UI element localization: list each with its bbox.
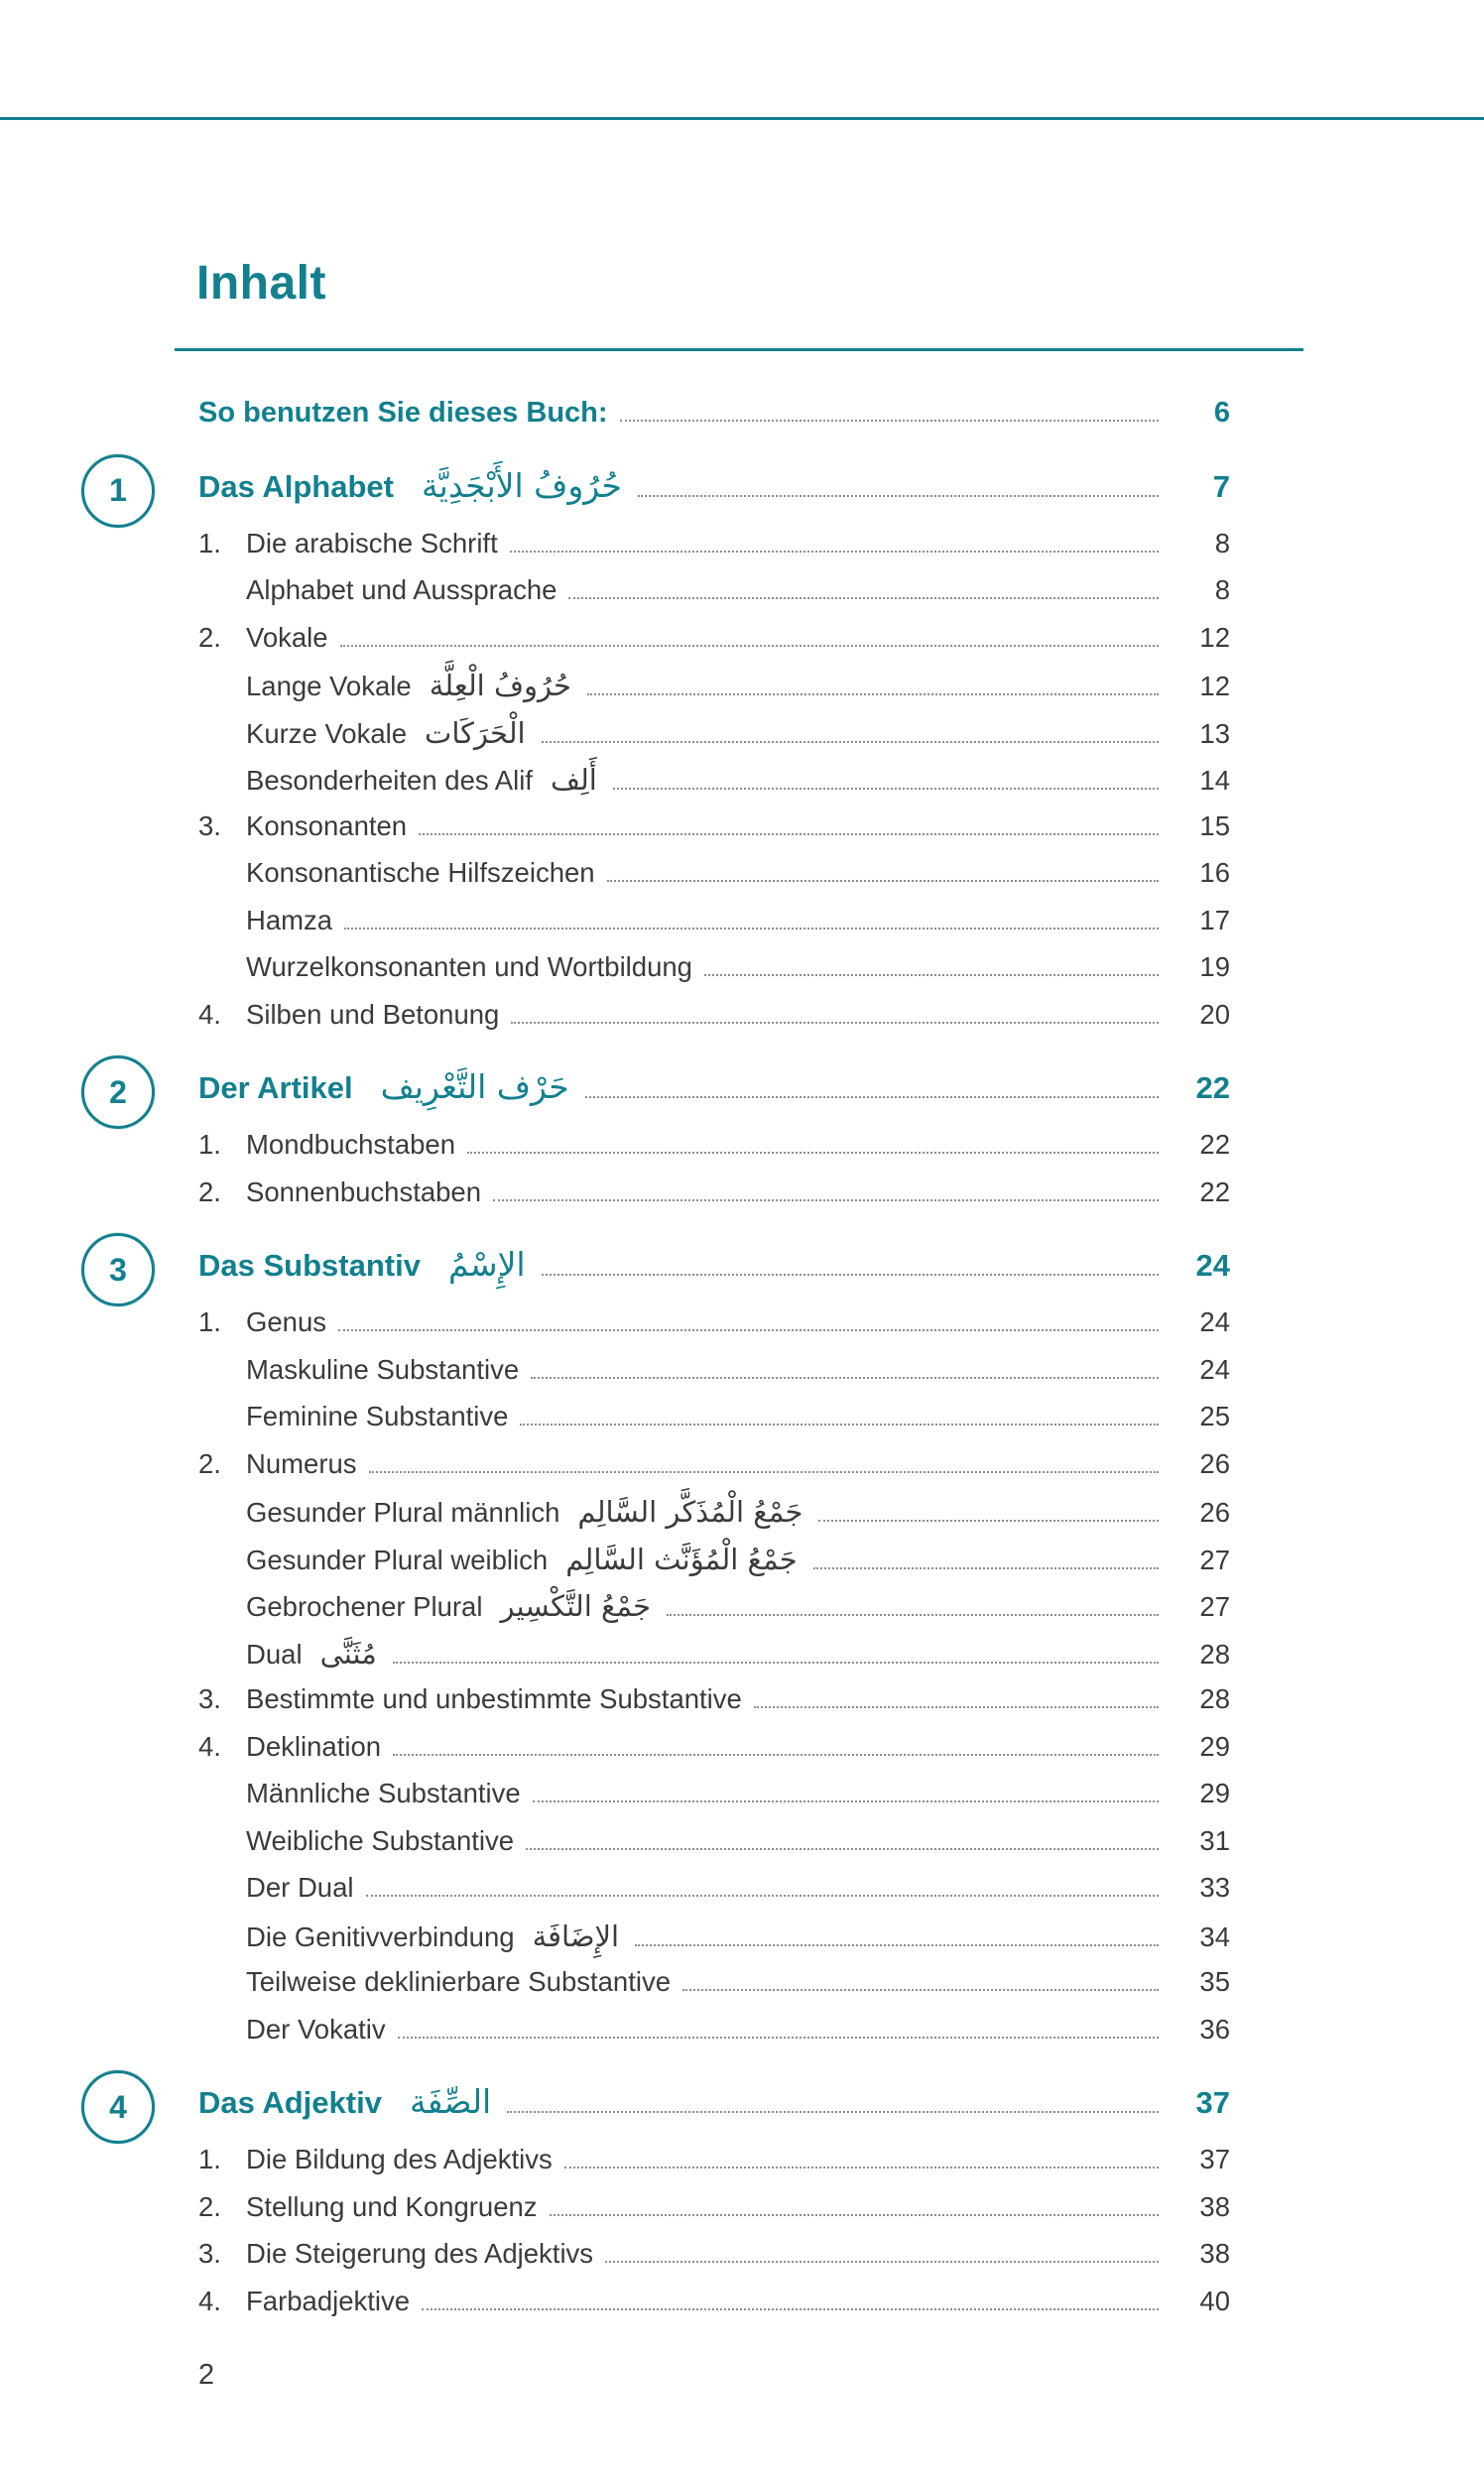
leader-dots — [568, 597, 1159, 599]
toc-entry-row — [198, 951, 1230, 999]
leader-dots — [620, 420, 1159, 422]
entry-label: Dual — [246, 1638, 303, 1670]
page-number: 14 — [1199, 765, 1230, 796]
chapter-circle-number: 2 — [109, 1073, 127, 1110]
page-number: 31 — [1199, 1824, 1230, 1856]
leader-dots — [507, 2111, 1159, 2113]
page-number: 6 — [1213, 397, 1230, 429]
entry-label: Stellung und Kongruenz — [246, 2190, 538, 2222]
toc-entry-row — [198, 999, 1230, 1047]
entry-number: 1. — [198, 2144, 221, 2174]
toc-entry-row — [198, 1920, 1230, 1967]
entry-label: Gebrochener Plural — [246, 1591, 483, 1622]
leader-dots — [398, 2037, 1159, 2039]
leader-dots — [587, 693, 1159, 695]
leader-dots — [607, 880, 1159, 882]
entry-number: 2. — [198, 1176, 221, 1207]
page-number: 38 — [1199, 2190, 1230, 2222]
page-number: 27 — [1199, 1591, 1230, 1622]
page-number: 24 — [1199, 1306, 1230, 1337]
page-number: 20 — [1199, 998, 1230, 1030]
leader-dots — [520, 1424, 1159, 1426]
leader-dots — [542, 741, 1159, 743]
arabic-term: جَمْعُ التَّكْسِير — [500, 1589, 652, 1623]
toc-entry-row — [198, 1354, 1230, 1402]
toc-entry-row — [198, 1495, 1230, 1543]
entry-label: Der Dual — [246, 1872, 354, 1903]
entry-number: 4. — [198, 1730, 221, 1762]
leader-dots — [340, 645, 1159, 647]
leader-dots — [682, 1989, 1159, 1991]
arabic-term: الْحَرَكَات — [425, 715, 526, 750]
entry-label: So benutzen Sie dieses Buch: — [198, 397, 608, 429]
entry-label: Teilweise deklinierbare Substantive — [246, 1966, 672, 1997]
page-number: 29 — [1199, 1778, 1230, 1808]
entry-number: 1. — [198, 1306, 221, 1337]
toc-entry-row — [198, 2238, 1230, 2286]
toc — [109, 397, 1230, 2332]
toc-entry-row — [198, 1306, 1230, 1354]
leader-dots — [585, 1096, 1159, 1098]
page-number: 24 — [1199, 1353, 1230, 1385]
arabic-term: حُرُوفُ الْعِلَّة — [429, 669, 571, 702]
arabic-term: الإِضَافَة — [532, 1919, 620, 1953]
chapter-circle — [81, 1233, 155, 1306]
footer-page-number: 2 — [198, 2359, 215, 2391]
entry-number: 1. — [198, 1129, 221, 1160]
toc-intro-row — [198, 397, 1230, 444]
page-number: 22 — [1199, 1129, 1230, 1160]
page-number: 22 — [1199, 1176, 1230, 1207]
page-number: 36 — [1199, 2013, 1230, 2045]
toc-entry-row — [198, 857, 1230, 905]
entry-number: 2. — [198, 621, 221, 653]
arabic-term: جَمْعُ الْمُؤَنَّث السَّالِم — [565, 1542, 798, 1576]
arabic-term: جَمْعُ الْمُذَكَّر السَّالِم — [577, 1495, 804, 1529]
entry-label: Sonnenbuchstaben — [246, 1176, 482, 1207]
toc-entry-row — [198, 1825, 1230, 1873]
toc-entry-row — [198, 763, 1230, 810]
page-number: 40 — [1199, 2285, 1230, 2316]
page-number: 28 — [1199, 1638, 1230, 1670]
entry-label: Silben und Betonung — [246, 998, 500, 1030]
toc-entry-row — [198, 905, 1230, 952]
entry-label: Hamza — [246, 904, 333, 935]
entry-label: Die arabische Schrift — [246, 527, 498, 558]
leader-dots — [531, 1377, 1159, 1379]
page-number: 19 — [1199, 951, 1230, 982]
leader-dots — [369, 1471, 1159, 1473]
leader-dots — [605, 2261, 1159, 2263]
toc-entry-row — [198, 2014, 1230, 2061]
page-number: 26 — [1199, 1447, 1230, 1479]
leader-dots — [818, 1520, 1159, 1522]
page-number: 12 — [1199, 621, 1230, 653]
arabic-term: حُرُوفُ الأَبْجَدِيَّة — [421, 465, 622, 505]
page-number: 17 — [1199, 904, 1230, 935]
page-number: 7 — [1212, 468, 1230, 504]
entry-label: Farbadjektive — [246, 2285, 411, 2316]
toc-entry-row — [198, 1401, 1230, 1448]
entry-label: Die Bildung des Adjektivs — [246, 2144, 553, 2174]
entry-label: Die Steigerung des Adjektivs — [246, 2238, 594, 2269]
leader-dots — [564, 2167, 1159, 2169]
page-number: 13 — [1199, 717, 1230, 749]
leader-dots — [704, 974, 1159, 976]
leader-dots — [493, 1199, 1159, 1201]
leader-dots — [813, 1567, 1159, 1569]
entry-label: Weibliche Substantive — [246, 1824, 515, 1856]
leader-dots — [510, 551, 1159, 553]
leader-dots — [638, 495, 1159, 497]
toc-entry-row — [198, 1731, 1230, 1779]
toc-entry-row — [198, 1543, 1230, 1590]
toc-entry-row — [198, 1872, 1230, 1920]
leader-dots — [542, 1274, 1159, 1276]
chapter-circle-number: 1 — [109, 472, 127, 508]
entry-number: 3. — [198, 2238, 221, 2269]
entry-number: 2. — [198, 2190, 221, 2222]
toc-chapter-row — [109, 1067, 1230, 1117]
toc-entry-row — [198, 622, 1230, 670]
leader-dots — [366, 1895, 1159, 1897]
leader-dots — [419, 833, 1159, 835]
entry-number: 2. — [198, 1447, 221, 1479]
entry-label: Gesunder Plural männlich — [246, 1497, 560, 1528]
page-number: 22 — [1195, 1070, 1230, 1105]
entry-label: Mondbuchstaben — [246, 1129, 455, 1160]
toc-entry-row — [198, 810, 1230, 858]
entry-label: Konsonanten — [246, 809, 408, 841]
toc-chapter-row — [109, 465, 1230, 516]
entry-number: 1. — [198, 527, 221, 558]
page-number: 34 — [1199, 1921, 1230, 1952]
chapter-circle-number: 4 — [109, 2088, 127, 2125]
leader-dots — [533, 1800, 1159, 1802]
entry-label: Feminine Substantive — [246, 1401, 509, 1431]
entry-label: Numerus — [246, 1447, 357, 1479]
entry-label: Bestimmte und unbestimmte Substantive — [246, 1683, 742, 1714]
entry-number: 3. — [198, 1683, 221, 1714]
page-number: 8 — [1214, 527, 1230, 558]
top-rule — [0, 117, 1484, 120]
toc-chapter-row — [109, 1245, 1230, 1295]
arabic-term: حَرْف التَّعْرِيف — [380, 1067, 569, 1106]
entry-label: Besonderheiten des Alif — [246, 765, 533, 796]
entry-number: 4. — [198, 2285, 221, 2316]
toc-entry-row — [198, 1637, 1230, 1684]
toc-entry-row — [198, 528, 1230, 575]
title-underline — [175, 348, 1303, 351]
toc-entry-row — [198, 669, 1230, 716]
toc-entry-row — [198, 1589, 1230, 1637]
toc-entry-row — [198, 716, 1230, 764]
chapter-circle — [81, 1055, 155, 1129]
toc-entry-row — [198, 1448, 1230, 1496]
toc-entry-row — [198, 2191, 1230, 2239]
leader-dots — [754, 1706, 1159, 1708]
entry-label: Gesunder Plural weiblich — [246, 1544, 549, 1575]
page-number: 37 — [1195, 2085, 1230, 2120]
entry-number: 3. — [198, 809, 221, 841]
chapter-circle-number: 3 — [109, 1251, 127, 1288]
toc-entry-row — [198, 1177, 1230, 1224]
leader-dots — [550, 2214, 1159, 2216]
entry-label: Wurzelkonsonanten und Wortbildung — [246, 951, 692, 982]
leader-dots — [511, 1022, 1159, 1024]
entry-label: Der Vokativ — [246, 2013, 386, 2045]
arabic-term: الصِّفَة — [409, 2082, 492, 2121]
toc-entry-row — [198, 574, 1230, 622]
page-number: 28 — [1199, 1683, 1230, 1714]
arabic-term: الإِسْمُ — [447, 1245, 526, 1284]
entry-number: 4. — [198, 998, 221, 1030]
toc-entry-row — [198, 1129, 1230, 1177]
page-number: 26 — [1199, 1497, 1230, 1528]
leader-dots — [613, 788, 1159, 790]
chapter-circle — [81, 2070, 155, 2144]
entry-label: Maskuline Substantive — [246, 1353, 520, 1385]
page-number: 12 — [1199, 671, 1230, 701]
toc-chapter-row — [109, 2082, 1230, 2132]
chapter-title: Der Artikel — [198, 1070, 353, 1105]
page-number: 15 — [1199, 809, 1230, 841]
page-number: 35 — [1199, 1966, 1230, 1997]
toc-entry-row — [198, 2144, 1230, 2191]
page-number: 37 — [1199, 2144, 1230, 2174]
page-number: 25 — [1199, 1401, 1230, 1431]
leader-dots — [393, 1662, 1159, 1664]
page-number: 24 — [1195, 1248, 1230, 1283]
leader-dots — [667, 1614, 1159, 1616]
leader-dots — [393, 1754, 1159, 1756]
entry-label: Vokale — [246, 621, 328, 653]
entry-label: Alphabet und Aussprache — [246, 574, 557, 605]
arabic-term: أَلِف — [550, 763, 597, 797]
entry-label: Die Genitivverbindung — [246, 1921, 515, 1952]
entry-label: Lange Vokale — [246, 671, 412, 701]
toc-entry-row — [198, 1966, 1230, 2014]
entry-label: Konsonantische Hilfszeichen — [246, 857, 595, 888]
leader-dots — [344, 928, 1159, 930]
chapter-title: Das Substantiv — [198, 1248, 421, 1283]
page-number: 16 — [1199, 857, 1230, 888]
entry-label: Kurze Vokale — [246, 717, 408, 749]
chapter-title: Das Adjektiv — [198, 2085, 382, 2120]
chapter-title: Das Alphabet — [198, 468, 394, 504]
toc-entry-row — [198, 2286, 1230, 2333]
page-number: 8 — [1214, 574, 1230, 605]
entry-label: Deklination — [246, 1730, 382, 1762]
arabic-term: مُثَنَّى — [319, 1636, 377, 1671]
leader-dots — [338, 1329, 1159, 1331]
page-number: 38 — [1199, 2238, 1230, 2269]
entry-label: Genus — [246, 1306, 327, 1337]
leader-dots — [635, 1944, 1159, 1946]
leader-dots — [467, 1152, 1159, 1154]
page-number: 29 — [1199, 1730, 1230, 1762]
leader-dots — [526, 1848, 1159, 1850]
page-number: 27 — [1199, 1544, 1230, 1575]
toc-entry-row — [198, 1683, 1230, 1731]
page-number: 33 — [1199, 1872, 1230, 1903]
chapter-circle — [81, 454, 155, 528]
leader-dots — [422, 2308, 1159, 2310]
toc-entry-row — [198, 1778, 1230, 1825]
entry-label: Männliche Substantive — [246, 1778, 521, 1808]
page-title: Inhalt — [196, 257, 326, 310]
